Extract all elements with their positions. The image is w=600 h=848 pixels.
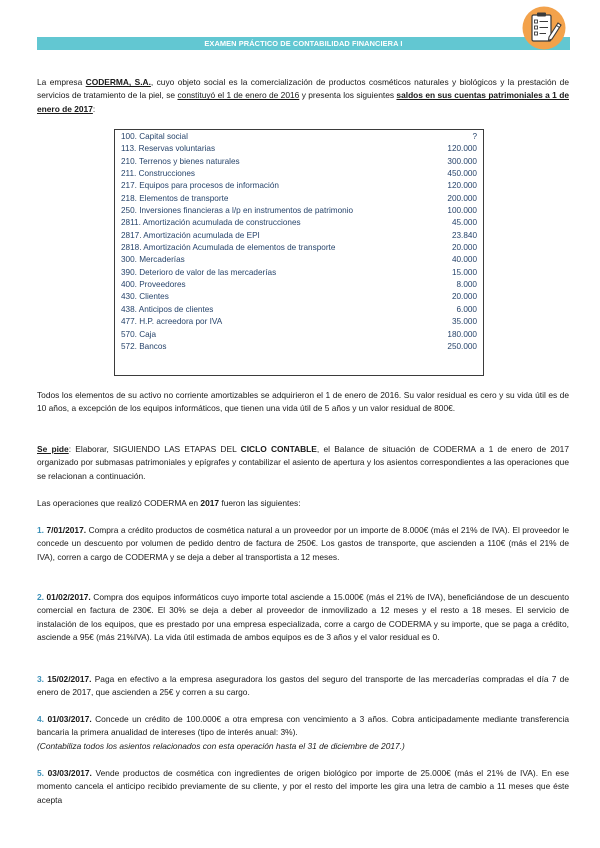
account-row <box>121 217 477 229</box>
task-text-2: , el Balance de situación de CODERMA a 1 de enero de 2017 organizado por submasas patrimoniales y epígrafes y contabilizar el asiento de apertura y los asientos correspondientes a las operaciones que se relacionan a continuación. <box>37 444 569 481</box>
ops-year: 2017 <box>200 498 220 508</box>
operation-text: Concede un crédito de 100.000€ a otra empresa con vencimiento a 3 años. Cobra anticipadamente mediante transferencia bancaria la primera anualidad de intereses (tipo de interés anual: 3%). <box>37 714 570 738</box>
operation-date: 15/02/2017. <box>47 674 92 684</box>
account-row <box>121 267 477 279</box>
operation-date: 01/02/2017. <box>46 592 91 602</box>
account-value: 100.000 <box>447 206 477 216</box>
account-value: 40.000 <box>451 255 477 265</box>
account-value: 450.000 <box>447 169 477 179</box>
operation-date: 03/03/2017. <box>47 768 92 778</box>
account-value: 15.000 <box>451 267 477 277</box>
exam-title-banner <box>37 37 570 50</box>
account-row <box>121 230 477 242</box>
intro-text-4: : <box>92 103 96 114</box>
ops-intro-text-1: Las operaciones que realizó CODERMA en <box>37 498 201 508</box>
checklist-pencil-icon <box>521 6 567 50</box>
operation-note: (Contabiliza todos los asientos relacionados con esta operación hasta el 31 de diciembre de 2017.) <box>37 740 405 751</box>
constitution-date: constituyó el 1 de enero de 2016 <box>177 90 300 101</box>
account-label: 217. Equipos para procesos de información <box>121 181 279 191</box>
intro-text-2: , cuyo objeto social es la comercialización de productos cosméticos naturales y biológicos y la prestación de servicios de tratamiento de la piel, se <box>37 77 569 101</box>
operation-date: 01/03/2017. <box>47 714 92 724</box>
balances-heading: saldos en sus cuentas patrimoniales a 1 de enero de 2017 <box>37 90 569 114</box>
intro-text-3: y presenta los siguientes <box>299 90 397 101</box>
operation-3 <box>37 673 569 700</box>
account-value: 180.000 <box>447 329 477 339</box>
exam-title: EXAMEN PRÁCTICO DE CONTABILIDAD FINANCIERA I <box>204 39 403 48</box>
task-label: Se pide <box>37 444 69 454</box>
account-label: 430. Clientes <box>121 292 169 302</box>
account-label: 300. Mercaderías <box>121 255 185 265</box>
operation-text: Vende productos de cosmética con ingredientes de origen biológico por importe de 25.000€ (más el 21% de IVA). En ese momento cancela el anticipo recibido previamente de su cliente, y por el resto del importe les gira una letra de cambio a 11 meses que éste acepta <box>37 768 570 805</box>
operation-1 <box>37 524 569 564</box>
account-row <box>121 291 477 303</box>
account-label: 218. Elementos de transporte <box>121 193 229 203</box>
ops-intro-text-2: fueron las siguientes: <box>219 498 301 508</box>
account-row <box>121 242 477 254</box>
account-label: 2811. Amortización acumulada de construcciones <box>121 218 301 228</box>
account-label: 100. Capital social <box>121 132 188 141</box>
account-row <box>121 193 477 205</box>
account-value: 20.000 <box>451 243 477 253</box>
account-label: 572. Bancos <box>121 341 167 351</box>
operation-4 <box>37 713 569 753</box>
account-label: 400. Proveedores <box>121 280 186 290</box>
account-row <box>121 254 477 266</box>
account-row <box>121 316 477 328</box>
task-text-1: : Elaborar, SIGUIENDO LAS ETAPAS DEL <box>68 444 241 454</box>
assets-note: Todos los elementos de su activo no corriente amortizables se adquirieron el 1 de enero de 2016. Su valor residual es cero y su vida útil es de 10 años, a excepción de los equipos informáticos, que tienen una vida útil de 5 años y un valor residual de 800€. <box>37 390 569 414</box>
account-value: 250.000 <box>447 341 477 351</box>
account-label: 113. Reservas voluntarias <box>121 144 216 154</box>
account-row <box>121 156 477 168</box>
operation-number: 3. <box>37 674 44 684</box>
account-value: 23.840 <box>451 230 477 240</box>
operation-text: Compra a crédito productos de cosmética natural a un proveedor por un importe de 8.000€ (más el 21% de IVA). El proveedor le concede un descuento por volumen de pedido dentro de factura de 250€. Los gastos de transporte, que ascienden a 110€ (más el 21% de IVA), corren a cargo de CODERMA y se deja a deber al transportista a 12 meses. <box>37 525 569 562</box>
operation-text: Compra dos equipos informáticos cuyo importe total asciende a 15.000€ (más el 21% de IVA), beneficiándose de un descuento comercial en factura de 230€. El 30% se deja a deber al proveedor de inmovilizado a 12 meses y el resto a 18 meses. El servicio de instalación de los equipos, que es prestado por una empresa especializada, corre a cargo de CODERMA y su importe, que se paga a crédito, asciende a 95€ (más 21%IVA). La vida útil estimada de ambos equipos es de 3 años y el valor residual es 0. <box>37 592 569 643</box>
account-value: 120.000 <box>447 144 477 154</box>
task-paragraph <box>37 443 569 483</box>
operation-number: 1. <box>37 525 44 535</box>
operation-5 <box>37 767 569 807</box>
account-value: 120.000 <box>447 181 477 191</box>
company-name: CODERMA, S.A. <box>85 77 151 87</box>
account-value: 300.000 <box>447 156 477 166</box>
account-label: 477. H.P. acreedora por IVA <box>121 317 223 327</box>
account-value: 45.000 <box>451 218 477 228</box>
operation-date: 7/01/2017. <box>46 525 87 535</box>
account-value: 200.000 <box>447 193 477 203</box>
account-row <box>121 143 477 155</box>
account-value: ? <box>472 132 477 141</box>
operation-number: 4. <box>37 714 44 724</box>
operations-intro <box>37 497 569 510</box>
account-label: 210. Terrenos y bienes naturales <box>121 156 240 166</box>
operation-2 <box>37 591 569 645</box>
operation-number: 5. <box>37 768 44 778</box>
accounting-cycle: CICLO CONTABLE <box>240 444 317 454</box>
account-label: 438. Anticipos de clientes <box>121 304 214 314</box>
accounts-table <box>114 129 484 376</box>
account-label: 570. Caja <box>121 329 157 339</box>
intro-paragraph <box>37 76 569 116</box>
account-row <box>121 205 477 217</box>
account-value: 35.000 <box>451 317 477 327</box>
intro-text-1: La empresa <box>37 77 86 87</box>
account-label: 2818. Amortización Acumulada de elementos de transporte <box>121 243 336 253</box>
account-row <box>121 180 477 192</box>
account-row <box>121 279 477 291</box>
account-row <box>121 329 477 341</box>
account-value: 8.000 <box>456 280 477 290</box>
account-label: 250. Inversiones financieras a l/p en instrumentos de patrimonio <box>121 206 354 216</box>
account-row <box>121 168 477 180</box>
account-label: 390. Deterioro de valor de las mercaderías <box>121 267 277 277</box>
account-value: 20.000 <box>451 292 477 302</box>
account-label: 2817. Amortización acumulada de EPI <box>121 230 260 240</box>
account-label: 211. Construcciones <box>121 169 196 179</box>
account-row <box>121 131 477 143</box>
account-value: 6.000 <box>456 304 477 314</box>
operation-number: 2. <box>37 592 44 602</box>
account-row <box>121 341 477 353</box>
operation-text: Paga en efectivo a la empresa aseguradora los gastos del seguro del transporte de las mercaderías compradas el día 7 de enero de 2017, que ascienden a 25€ y corren a su cargo. <box>37 674 569 698</box>
account-row <box>121 304 477 316</box>
